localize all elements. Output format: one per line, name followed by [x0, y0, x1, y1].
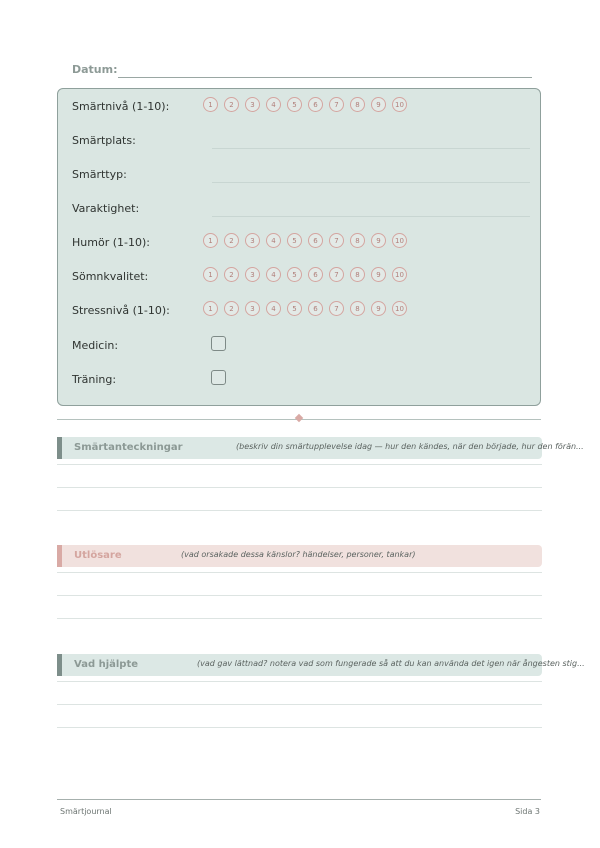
rating-circle[interactable]: 6	[308, 267, 323, 282]
answer-line[interactable]	[212, 182, 530, 183]
section-title: Vad hjälpte	[74, 659, 139, 670]
rating-circle[interactable]: 1	[203, 233, 218, 248]
date-label: Datum:	[72, 63, 118, 76]
answer-line[interactable]	[212, 216, 530, 217]
tracking-row-label: Humör (1-10):	[72, 236, 150, 249]
rating-circle[interactable]: 8	[350, 301, 365, 316]
writing-line[interactable]	[57, 618, 542, 619]
rating-circle[interactable]: 6	[308, 301, 323, 316]
rating-circle[interactable]: 5	[287, 267, 302, 282]
rating-circle[interactable]: 10	[392, 301, 407, 316]
rating-circle[interactable]: 10	[392, 97, 407, 112]
tracking-row	[72, 267, 530, 287]
tracking-row	[72, 301, 530, 321]
rating-circle[interactable]: 6	[308, 97, 323, 112]
rating-circle[interactable]: 5	[287, 301, 302, 316]
tracking-row	[72, 199, 530, 219]
rating-circle[interactable]: 1	[203, 267, 218, 282]
rating-circle[interactable]: 5	[287, 233, 302, 248]
rating-circle[interactable]: 1	[203, 301, 218, 316]
date-row	[72, 62, 532, 80]
tracking-row-label: Medicin:	[72, 339, 119, 352]
date-input-line[interactable]	[118, 77, 532, 78]
rating-circle[interactable]: 3	[245, 267, 260, 282]
tracking-row-label: Varaktighet:	[72, 202, 140, 215]
rating-circle[interactable]: 6	[308, 233, 323, 248]
checkbox[interactable]	[211, 370, 226, 385]
rating-circle[interactable]: 8	[350, 97, 365, 112]
checkbox[interactable]	[211, 336, 226, 351]
writing-line[interactable]	[57, 727, 542, 728]
section-title: Smärtanteckningar	[74, 442, 183, 453]
footer-page-number: Sida 3	[515, 807, 540, 816]
section-accent-bar	[57, 654, 62, 676]
rating-circle[interactable]: 2	[224, 267, 239, 282]
tracking-row	[72, 370, 530, 390]
writing-line[interactable]	[57, 464, 542, 465]
rating-circle[interactable]: 9	[371, 233, 386, 248]
daily-tracking-panel	[57, 88, 541, 406]
rating-scale	[203, 233, 407, 248]
footer-journal-title: Smärtjournal	[60, 807, 112, 816]
writing-line[interactable]	[57, 487, 542, 488]
rating-circle[interactable]: 2	[224, 301, 239, 316]
rating-circle[interactable]: 4	[266, 267, 281, 282]
rating-circle[interactable]: 4	[266, 97, 281, 112]
rating-circle[interactable]: 4	[266, 301, 281, 316]
tracking-row-label: Träning:	[72, 373, 117, 386]
tracking-row	[72, 165, 530, 185]
tracking-row	[72, 131, 530, 151]
section-hint: (vad orsakade dessa känslor? händelser, personer, tankar)	[181, 550, 416, 559]
rating-circle[interactable]: 10	[392, 233, 407, 248]
rating-circle[interactable]: 9	[371, 97, 386, 112]
rating-circle[interactable]: 9	[371, 301, 386, 316]
rating-scale	[203, 97, 407, 112]
writing-line[interactable]	[57, 510, 542, 511]
rating-circle[interactable]: 8	[350, 233, 365, 248]
rating-circle[interactable]: 3	[245, 233, 260, 248]
notes-section-header	[57, 437, 584, 459]
notes-section-header	[57, 654, 585, 676]
section-hint: (vad gav lättnad? notera vad som fungerade så att du kan använda det igen när ångesten stig...	[197, 659, 585, 668]
section-title: Utlösare	[74, 550, 122, 561]
notes-section-header	[57, 545, 542, 567]
section-accent-bar	[57, 545, 62, 567]
writing-line[interactable]	[57, 681, 542, 682]
tracking-row-label: Stressnivå (1-10):	[72, 304, 170, 317]
tracking-row	[72, 336, 530, 356]
rating-scale	[203, 267, 407, 282]
rating-circle[interactable]: 3	[245, 301, 260, 316]
tracking-row	[72, 97, 530, 117]
rating-circle[interactable]: 7	[329, 233, 344, 248]
writing-line[interactable]	[57, 704, 542, 705]
rating-scale	[203, 301, 407, 316]
section-hint: (beskriv din smärtupplevelse idag — hur den kändes, när den började, hur den förän...	[236, 442, 584, 451]
rating-circle[interactable]: 2	[224, 233, 239, 248]
section-accent-bar	[57, 437, 62, 459]
rating-circle[interactable]: 7	[329, 97, 344, 112]
rating-circle[interactable]: 3	[245, 97, 260, 112]
answer-line[interactable]	[212, 148, 530, 149]
rating-circle[interactable]: 2	[224, 97, 239, 112]
tracking-row-label: Sömnkvalitet:	[72, 270, 149, 283]
rating-circle[interactable]: 1	[203, 97, 218, 112]
rating-circle[interactable]: 7	[329, 301, 344, 316]
tracking-row-label: Smärtnivå (1-10):	[72, 100, 170, 113]
rating-circle[interactable]: 4	[266, 233, 281, 248]
rating-circle[interactable]: 5	[287, 97, 302, 112]
writing-line[interactable]	[57, 595, 542, 596]
footer-rule	[57, 799, 541, 800]
tracking-row-label: Smärtplats:	[72, 134, 136, 147]
rating-circle[interactable]: 10	[392, 267, 407, 282]
divider-diamond-ornament	[295, 414, 303, 422]
rating-circle[interactable]: 8	[350, 267, 365, 282]
tracking-row	[72, 233, 530, 253]
writing-line[interactable]	[57, 572, 542, 573]
tracking-row-label: Smärttyp:	[72, 168, 127, 181]
rating-circle[interactable]: 9	[371, 267, 386, 282]
rating-circle[interactable]: 7	[329, 267, 344, 282]
